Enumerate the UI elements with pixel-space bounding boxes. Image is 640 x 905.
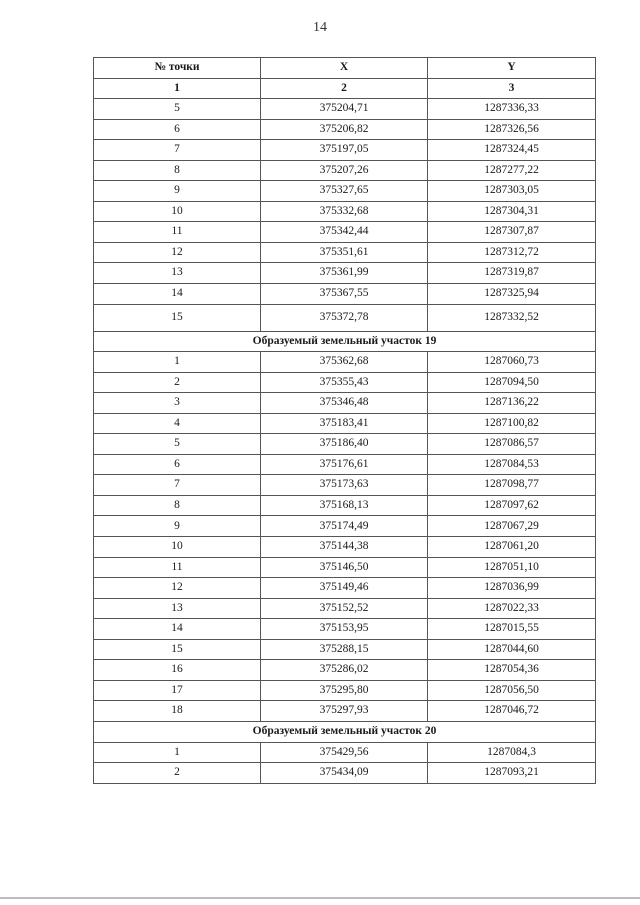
cell-y: 1287336,33 [428, 99, 596, 120]
header-y: Y [428, 58, 596, 79]
cell-y: 1287046,72 [428, 701, 596, 722]
cell-y: 1287326,56 [428, 119, 596, 140]
section-title-row [94, 331, 596, 352]
cell-y: 1287022,33 [428, 598, 596, 619]
cell-point-number: 13 [94, 598, 261, 619]
cell-y: 1287036,99 [428, 578, 596, 599]
cell-y: 1287084,3 [428, 742, 596, 763]
cell-point-number: 1 [94, 742, 261, 763]
table-row [94, 475, 596, 496]
cell-x: 375207,26 [261, 160, 428, 181]
table-row [94, 181, 596, 202]
cell-x: 375186,40 [261, 434, 428, 455]
table-row [94, 701, 596, 722]
cell-point-number: 17 [94, 680, 261, 701]
cell-point-number: 7 [94, 140, 261, 161]
cell-x: 375152,52 [261, 598, 428, 619]
cell-point-number: 2 [94, 372, 261, 393]
coordinates-table [93, 57, 596, 784]
cell-y: 1287054,36 [428, 660, 596, 681]
table-row [94, 160, 596, 181]
cell-y: 1287332,52 [428, 304, 596, 331]
cell-y: 1287051,10 [428, 557, 596, 578]
cell-point-number: 8 [94, 495, 261, 516]
section-title: Образуемый земельный участок 20 [94, 721, 596, 742]
cell-point-number: 15 [94, 639, 261, 660]
cell-y: 1287086,57 [428, 434, 596, 455]
cell-y: 1287098,77 [428, 475, 596, 496]
cell-point-number: 8 [94, 160, 261, 181]
table-row [94, 578, 596, 599]
cell-x: 375295,80 [261, 680, 428, 701]
table-row [94, 537, 596, 558]
cell-point-number: 14 [94, 284, 261, 305]
section-title: Образуемый земельный участок 19 [94, 331, 596, 352]
table-row [94, 242, 596, 263]
cell-x: 375429,56 [261, 742, 428, 763]
cell-y: 1287084,53 [428, 454, 596, 475]
table-row [94, 639, 596, 660]
table-header-row [94, 58, 596, 79]
cell-x: 375168,13 [261, 495, 428, 516]
cell-y: 1287097,62 [428, 495, 596, 516]
cell-y: 1287044,60 [428, 639, 596, 660]
cell-y: 1287325,94 [428, 284, 596, 305]
cell-point-number: 5 [94, 434, 261, 455]
table-row [94, 680, 596, 701]
cell-point-number: 1 [94, 352, 261, 373]
column-number-3: 3 [428, 78, 596, 99]
cell-x: 375434,09 [261, 763, 428, 784]
cell-point-number: 13 [94, 263, 261, 284]
table-row [94, 413, 596, 434]
cell-y: 1287093,21 [428, 763, 596, 784]
page-number: 14 [313, 20, 327, 35]
cell-y: 1287312,72 [428, 242, 596, 263]
cell-point-number: 4 [94, 413, 261, 434]
table-row [94, 660, 596, 681]
cell-y: 1287060,73 [428, 352, 596, 373]
table-row [94, 598, 596, 619]
table-row [94, 557, 596, 578]
cell-x: 375372,78 [261, 304, 428, 331]
cell-y: 1287094,50 [428, 372, 596, 393]
cell-point-number: 10 [94, 537, 261, 558]
table-body [94, 99, 596, 784]
cell-point-number: 9 [94, 181, 261, 202]
cell-x: 375362,68 [261, 352, 428, 373]
cell-point-number: 12 [94, 578, 261, 599]
cell-point-number: 14 [94, 619, 261, 640]
cell-y: 1287303,05 [428, 181, 596, 202]
table-row [94, 763, 596, 784]
cell-x: 375342,44 [261, 222, 428, 243]
cell-point-number: 6 [94, 119, 261, 140]
cell-point-number: 18 [94, 701, 261, 722]
cell-y: 1287304,31 [428, 201, 596, 222]
cell-y: 1287061,20 [428, 537, 596, 558]
table-row [94, 516, 596, 537]
column-number-2: 2 [261, 78, 428, 99]
cell-y: 1287015,55 [428, 619, 596, 640]
table-row [94, 454, 596, 475]
header-x: X [261, 58, 428, 79]
cell-point-number: 15 [94, 304, 261, 331]
cell-point-number: 10 [94, 201, 261, 222]
cell-point-number: 5 [94, 99, 261, 120]
cell-y: 1287277,22 [428, 160, 596, 181]
table-row [94, 304, 596, 331]
cell-x: 375332,68 [261, 201, 428, 222]
cell-point-number: 11 [94, 557, 261, 578]
cell-x: 375355,43 [261, 372, 428, 393]
table-row [94, 284, 596, 305]
header-point-number: № точки [94, 58, 261, 79]
cell-point-number: 9 [94, 516, 261, 537]
cell-y: 1287136,22 [428, 393, 596, 414]
cell-point-number: 2 [94, 763, 261, 784]
cell-x: 375367,55 [261, 284, 428, 305]
cell-point-number: 6 [94, 454, 261, 475]
cell-point-number: 7 [94, 475, 261, 496]
cell-x: 375351,61 [261, 242, 428, 263]
cell-point-number: 3 [94, 393, 261, 414]
column-number-row [94, 78, 596, 99]
cell-point-number: 11 [94, 222, 261, 243]
table-row [94, 434, 596, 455]
table-row [94, 372, 596, 393]
table-row [94, 222, 596, 243]
table-row [94, 352, 596, 373]
table-row [94, 393, 596, 414]
table-row [94, 140, 596, 161]
table-row [94, 495, 596, 516]
cell-x: 375361,99 [261, 263, 428, 284]
cell-x: 375327,65 [261, 181, 428, 202]
cell-x: 375174,49 [261, 516, 428, 537]
cell-y: 1287324,45 [428, 140, 596, 161]
cell-x: 375286,02 [261, 660, 428, 681]
cell-y: 1287319,87 [428, 263, 596, 284]
cell-x: 375206,82 [261, 119, 428, 140]
cell-point-number: 12 [94, 242, 261, 263]
cell-x: 375173,63 [261, 475, 428, 496]
cell-x: 375288,15 [261, 639, 428, 660]
cell-y: 1287056,50 [428, 680, 596, 701]
column-number-1: 1 [94, 78, 261, 99]
cell-x: 375144,38 [261, 537, 428, 558]
cell-y: 1287307,87 [428, 222, 596, 243]
section-title-row [94, 721, 596, 742]
cell-x: 375346,48 [261, 393, 428, 414]
cell-x: 375176,61 [261, 454, 428, 475]
cell-x: 375297,93 [261, 701, 428, 722]
cell-x: 375153,95 [261, 619, 428, 640]
table-row [94, 99, 596, 120]
cell-x: 375146,50 [261, 557, 428, 578]
cell-y: 1287067,29 [428, 516, 596, 537]
cell-x: 375183,41 [261, 413, 428, 434]
cell-point-number: 16 [94, 660, 261, 681]
cell-y: 1287100,82 [428, 413, 596, 434]
table-row [94, 119, 596, 140]
table-row [94, 619, 596, 640]
table-row [94, 201, 596, 222]
table-row [94, 742, 596, 763]
table-row [94, 263, 596, 284]
cell-x: 375204,71 [261, 99, 428, 120]
page-bottom-rule [0, 897, 640, 899]
cell-x: 375197,05 [261, 140, 428, 161]
cell-x: 375149,46 [261, 578, 428, 599]
